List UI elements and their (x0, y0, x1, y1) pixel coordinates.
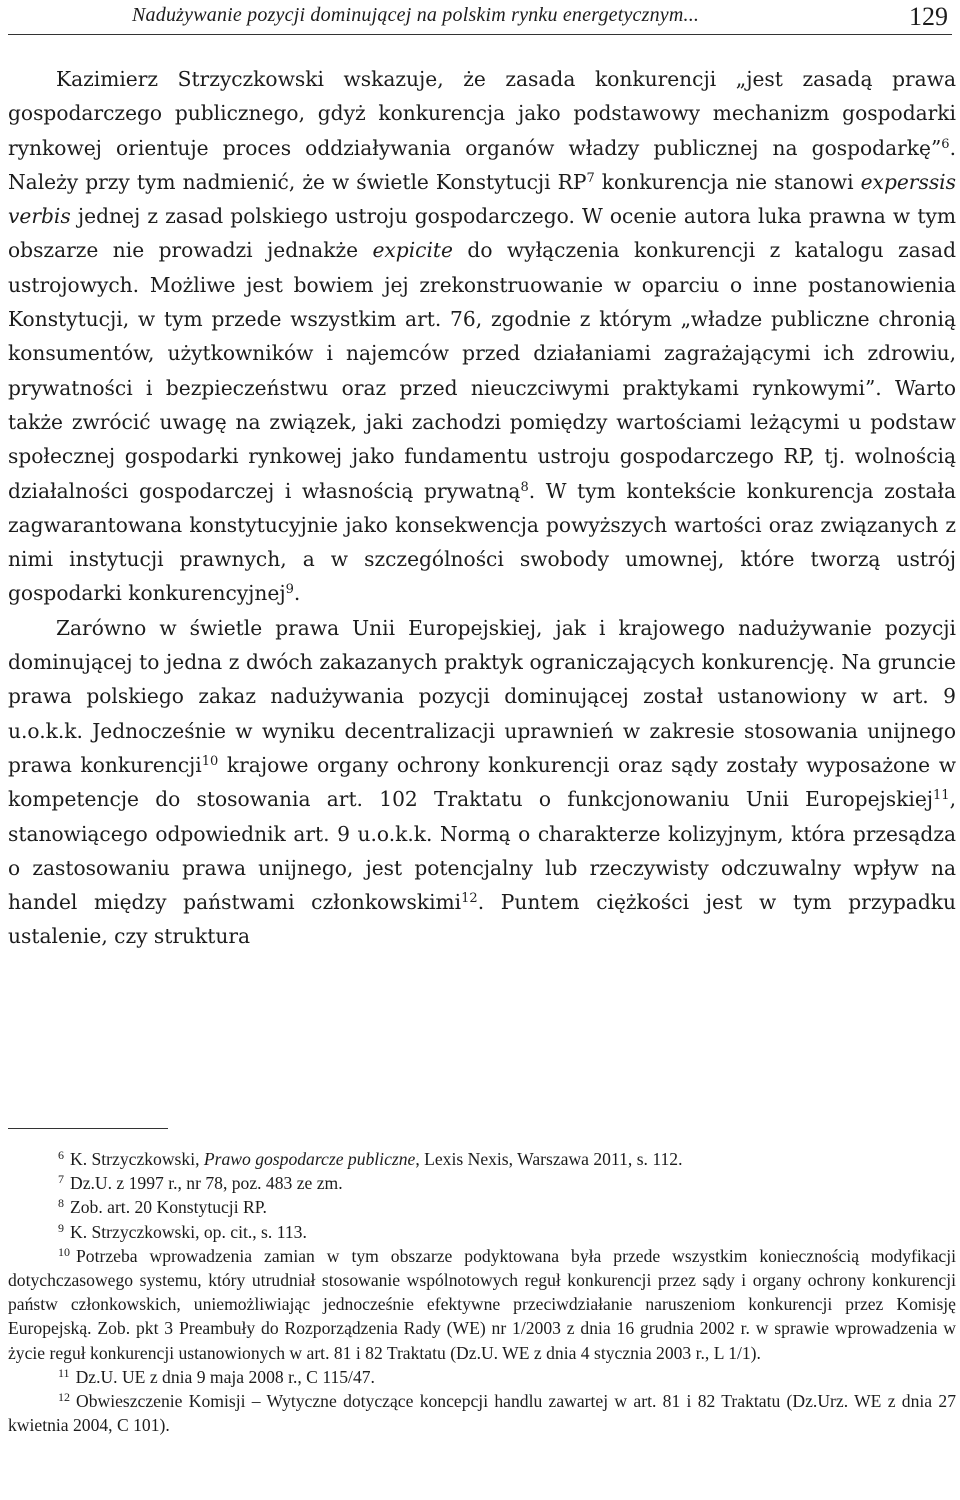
text-run: konkurencja nie stanowi (594, 169, 861, 194)
page-number: 129 (909, 2, 948, 31)
running-title: Nadużywanie pozycji dominującej na polskim rynku energetycznym... (132, 4, 700, 26)
text-run: krajowe organy ochrony konkurencji oraz sądy zostały wyposażone w kompetencje do stosowania art. 102 Traktatu o funkcjonowaniu Unii Europejskiej (8, 752, 956, 812)
footnote-8 (8, 1195, 956, 1219)
footnote-text: Zob. art. 20 Konstytucji RP. (70, 1197, 267, 1218)
footnotes (8, 1147, 956, 1437)
footnote-number: 9 (58, 1220, 64, 1235)
footnote-text: , Lexis Nexis, Warszawa 2011, s. 112. (415, 1149, 683, 1169)
footnote-ref-11[interactable]: 11 (933, 788, 950, 804)
footnote-number: 11 (58, 1365, 70, 1380)
footnote-ref-12[interactable]: 12 (461, 891, 478, 907)
footnote-separator (8, 1128, 168, 1129)
footnote-11 (8, 1365, 956, 1389)
main-text (8, 62, 956, 954)
footnote-text: Dz.U. UE z dnia 9 maja 2008 r., C 115/47. (75, 1366, 375, 1387)
footnote-number: 8 (58, 1196, 64, 1211)
text-run: jednej z zasad polskiego ustroju gospodarczego. W ocenie autora luka prawna w tym obszarze nie prowadzi jednakże (8, 204, 956, 263)
footnote-7 (8, 1171, 956, 1195)
paragraph-1 (8, 62, 956, 611)
footnote-number: 7 (58, 1172, 64, 1187)
footnote-number: 6 (58, 1148, 64, 1162)
text-run: Zarówno w świetle prawa Unii Europejskiej, jak i krajowego nadużywanie pozycji dominującej to jedna z dwóch zakazanych praktyk ograniczających konkurencję. Na gruncie prawa polskiego zakaz nadużywania pozycji dominującej został ustanowiony w art. 9 u.o.k.k. Jednocześnie w wyniku decentralizacji uprawnień w zakresie stosowania unijnego prawa konkurencji (8, 615, 956, 777)
footnote-ref-10[interactable]: 10 (201, 753, 219, 769)
text-run: Kazimierz Strzyczkowski wskazuje, że zasada konkurencji „jest zasadą prawa gospodarczego publicznego, gdyż konkurencja jako podstawowy mechanizm gospodarki rynkowej orientuje proces oddziaływania organów władzy publicznej na gospodarkę” (8, 67, 956, 160)
footnote-9 (8, 1220, 956, 1244)
text-run: . Puntem ciężkości jest w tym przypadku ustalenie, czy struktura (8, 890, 956, 949)
footnote-10 (8, 1244, 956, 1365)
paragraph-2 (8, 611, 956, 954)
footnote-text: K. Strzyczkowski, (70, 1149, 204, 1169)
footnote-ref-6[interactable]: 6 (941, 136, 950, 152)
text-run: do wyłączenia konkurencji z katalogu zasad ustrojowych. Możliwe jest bowiem jej zrekonstruowanie w oparciu o inne postanowienia Konstytucji, w tym przede wszystkim art. 76, zgodnie z którym „władze publiczne chronią konsumentów, użytkowników i najemców przed działaniami zagrażającymi ich zdrowiu, prywatności i bezpieczeństwu oraz przed nieuczciwymi praktykami rynkowymi”. Warto także zwrócić uwagę na związek, jaki zachodzi pomiędzy wartościami leżącymi u podstaw społecznej gospodarki rynkowej jako fundamentu ustroju gospodarczego RP, tj. wolnością działalności gospodarczej i własnością prywatną (8, 238, 957, 503)
footnote-text: K. Strzyczkowski, op. cit., s. 113. (70, 1221, 307, 1242)
book-title: Prawo gospodarcze publiczne (203, 1149, 416, 1169)
text-run: . (293, 581, 301, 606)
footnote-text: Dz.U. z 1997 r., nr 78, poz. 483 ze zm. (70, 1173, 343, 1194)
text-run: . Należy przy tym nadmienić, że w świetle Konstytucji RP (8, 135, 956, 194)
footnote-number: 12 (58, 1390, 70, 1405)
italic-phrase: expicite (372, 238, 453, 263)
footnote-text: Potrzeba wprowadzenia zamian w tym obszarze podyktowana była przede wszystkim koniecznością modyfikacji dotychczasowego systemu, który utrudniał stosowanie wspólnotowych reguł konkurencji przez sądy i organy ochrony konkurencji państw członkowskich, uniemożliwiając jednocześnie efektywne przeciwdziałanie naruszeniom konkurencji przez Komisję Europejską. Zob. pkt 3 Preambuły do Rozporządzenia Rady (WE) nr 1/2003 z dnia 16 grudnia 2002 r. w sprawie wprowadzenia w życie reguł konkurencji ustanowionych w art. 81 i 82 Traktatu (Dz.U. WE z dnia 4 stycznia 2003 r., L 1/1). (8, 1245, 956, 1363)
text-run: , stanowiącego odpowiednik art. 9 u.o.k.k. Normą o charakterze kolizyjnym, która przesądza o zastosowaniu prawa unijnego, jest potencjalny lub rzeczywisty odczuwalny wpływ na handel między państwami członkowskimi (8, 787, 956, 915)
italic-phrase: experssis verbis (8, 169, 956, 229)
footnote-6 (8, 1147, 956, 1171)
footnote-number: 10 (58, 1244, 70, 1259)
footnote-text: Obwieszczenie Komisji – Wytyczne dotyczące koncepcji handlu zawartej w art. 81 i 82 Traktatu (Dz.Urz. WE z dnia 27 kwietnia 2004, C 101). (8, 1391, 956, 1436)
running-header (8, 0, 952, 35)
footnote-12 (8, 1389, 956, 1437)
footnote-ref-7[interactable]: 7 (586, 170, 595, 186)
text-run: . W tym kontekście konkurencja została zagwarantowana konstytucyjnie jako konsekwencja powyższych wartości oraz związanych z nimi instytucji prawnych, a w szczególności swobody umownej, które tworzą ustrój gospodarki konkurencyjnej (8, 478, 956, 606)
footnote-ref-9[interactable]: 9 (285, 582, 294, 598)
footnote-ref-8[interactable]: 8 (520, 479, 529, 495)
